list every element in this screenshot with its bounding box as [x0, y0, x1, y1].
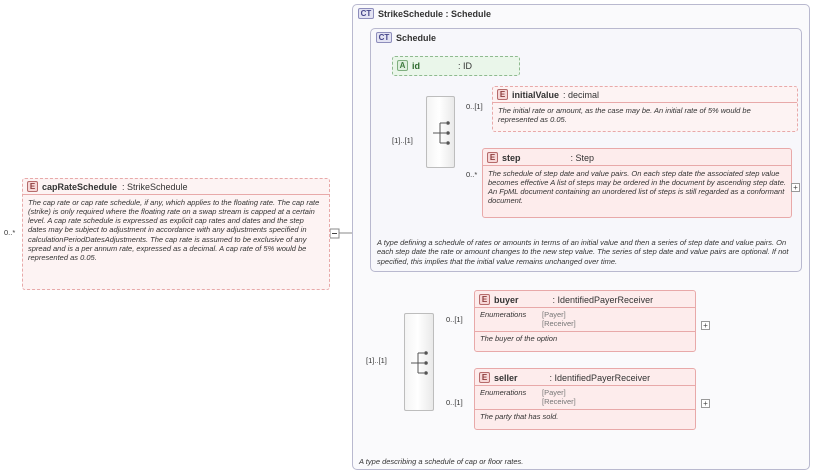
- initialValue-doc: The initial rate or amount, as the case may be. An initial rate of 5% would be represented as 0.05.: [498, 106, 751, 125]
- capRateSchedule-type: : StrikeSchedule: [122, 181, 188, 192]
- complextype-icon-schedule: CT: [376, 32, 392, 43]
- seller-enumerations: [475, 386, 695, 406]
- bottom-sequence[interactable]: [404, 313, 434, 411]
- schedule-header: [371, 29, 801, 46]
- buyer-enumerations: [475, 308, 695, 328]
- buyer-name: buyer: [494, 294, 519, 305]
- buyer-header: [475, 291, 695, 307]
- buyer-type: : IdentifiedPayerReceiver: [552, 294, 654, 305]
- seller-expand-button[interactable]: +: [701, 399, 710, 408]
- sequence-glyph-bottom: [405, 314, 435, 412]
- strikeschedule-footer: A type describing a schedule of cap or floor rates.: [359, 456, 524, 466]
- capRateSchedule-name: capRateSchedule: [42, 181, 118, 192]
- id-node[interactable]: [392, 56, 520, 76]
- seller-cardinality: 0..[1]: [446, 398, 463, 407]
- element-icon-buyer: E: [479, 294, 490, 305]
- buyer-enum-value-0: [Payer]: [542, 310, 566, 319]
- seller-type: : IdentifiedPayerReceiver: [549, 372, 651, 383]
- id-name: id: [412, 60, 420, 71]
- top-sequence-cardinality: [1]..[1]: [392, 136, 413, 145]
- step-cardinality: 0..*: [466, 170, 478, 179]
- id-header: [393, 57, 519, 73]
- seller-node[interactable]: [474, 368, 696, 430]
- step-node[interactable]: [482, 148, 792, 218]
- buyer-enum-label: Enumerations: [480, 310, 527, 319]
- initialValue-name: initialValue: [512, 89, 560, 100]
- bottom-sequence-cardinality: [1]..[1]: [366, 356, 387, 365]
- initialValue-node[interactable]: [492, 86, 798, 132]
- step-header: [483, 149, 791, 165]
- step-type: : Step: [570, 152, 595, 163]
- seller-enum-label: Enumerations: [480, 388, 527, 397]
- initialValue-header: [493, 87, 797, 102]
- strikeschedule-title: StrikeSchedule : Schedule: [378, 8, 492, 19]
- seller-enum-value-0: [Payer]: [542, 388, 566, 397]
- attribute-icon: A: [397, 60, 408, 71]
- initialValue-cardinality: 0..[1]: [466, 102, 483, 111]
- sequence-glyph: [427, 97, 456, 169]
- buyer-cardinality: 0..[1]: [446, 315, 463, 324]
- step-name: step: [502, 152, 521, 163]
- seller-enum-value-1: [Receiver]: [542, 397, 576, 406]
- strikeschedule-header: [353, 5, 809, 22]
- buyer-node[interactable]: [474, 290, 696, 352]
- seller-header: [475, 369, 695, 385]
- element-icon-initialvalue: E: [497, 89, 508, 100]
- step-doc: The schedule of step date and value pairs. On each step date the associated step value becomes effective A list of steps may be ordered in the document by ascending step date. An FpML document containing an unordered list of steps is still regarded as a conformant document.: [488, 169, 786, 206]
- element-icon: E: [27, 181, 38, 192]
- element-icon-step: E: [487, 152, 498, 163]
- capRateSchedule-cardinality: 0..*: [4, 228, 16, 237]
- buyer-enum-values: [542, 310, 576, 328]
- element-icon-seller: E: [479, 372, 490, 383]
- schedule-title: Schedule: [396, 32, 437, 43]
- id-type: : ID: [458, 60, 473, 71]
- seller-doc: The party that has sold.: [480, 412, 559, 421]
- complextype-icon: CT: [358, 8, 374, 19]
- capRateSchedule-node[interactable]: [22, 178, 330, 290]
- seller-name: seller: [494, 372, 518, 383]
- schedule-footer: A type defining a schedule of rates or amounts in terms of an initial value and then a series of step date and value pairs. On each step date the rate or amount changes to the new step value. The series of step date and value pairs are optional. If not specified, this implies that the initial value remains unchanged over time.: [377, 237, 789, 266]
- buyer-enum-value-1: [Receiver]: [542, 319, 576, 328]
- step-expand-button[interactable]: +: [791, 183, 800, 192]
- top-sequence[interactable]: [426, 96, 455, 168]
- seller-enum-values: [542, 388, 576, 406]
- capRateSchedule-doc: The cap rate or cap rate schedule, if any, which applies to the floating rate. The cap rate (strike) is only required where the floating rate on a swap stream is capped at a certain level. A cap rate schedule is expressed as explicit cap rates and dates and the step dates may be subject to adjustment in accordance with any adjustments specified in calculationPeriodDatesAdjustments. The cap rate is assumed to be exclusive of any spread and is a per annum rate, expressed as a decimal. A cap rate of 5% would be represented as 0.05.: [28, 198, 320, 262]
- capRateSchedule-header: [23, 179, 329, 194]
- initialValue-type: : decimal: [563, 89, 600, 100]
- buyer-doc: The buyer of the option: [480, 334, 558, 343]
- buyer-expand-button[interactable]: +: [701, 321, 710, 330]
